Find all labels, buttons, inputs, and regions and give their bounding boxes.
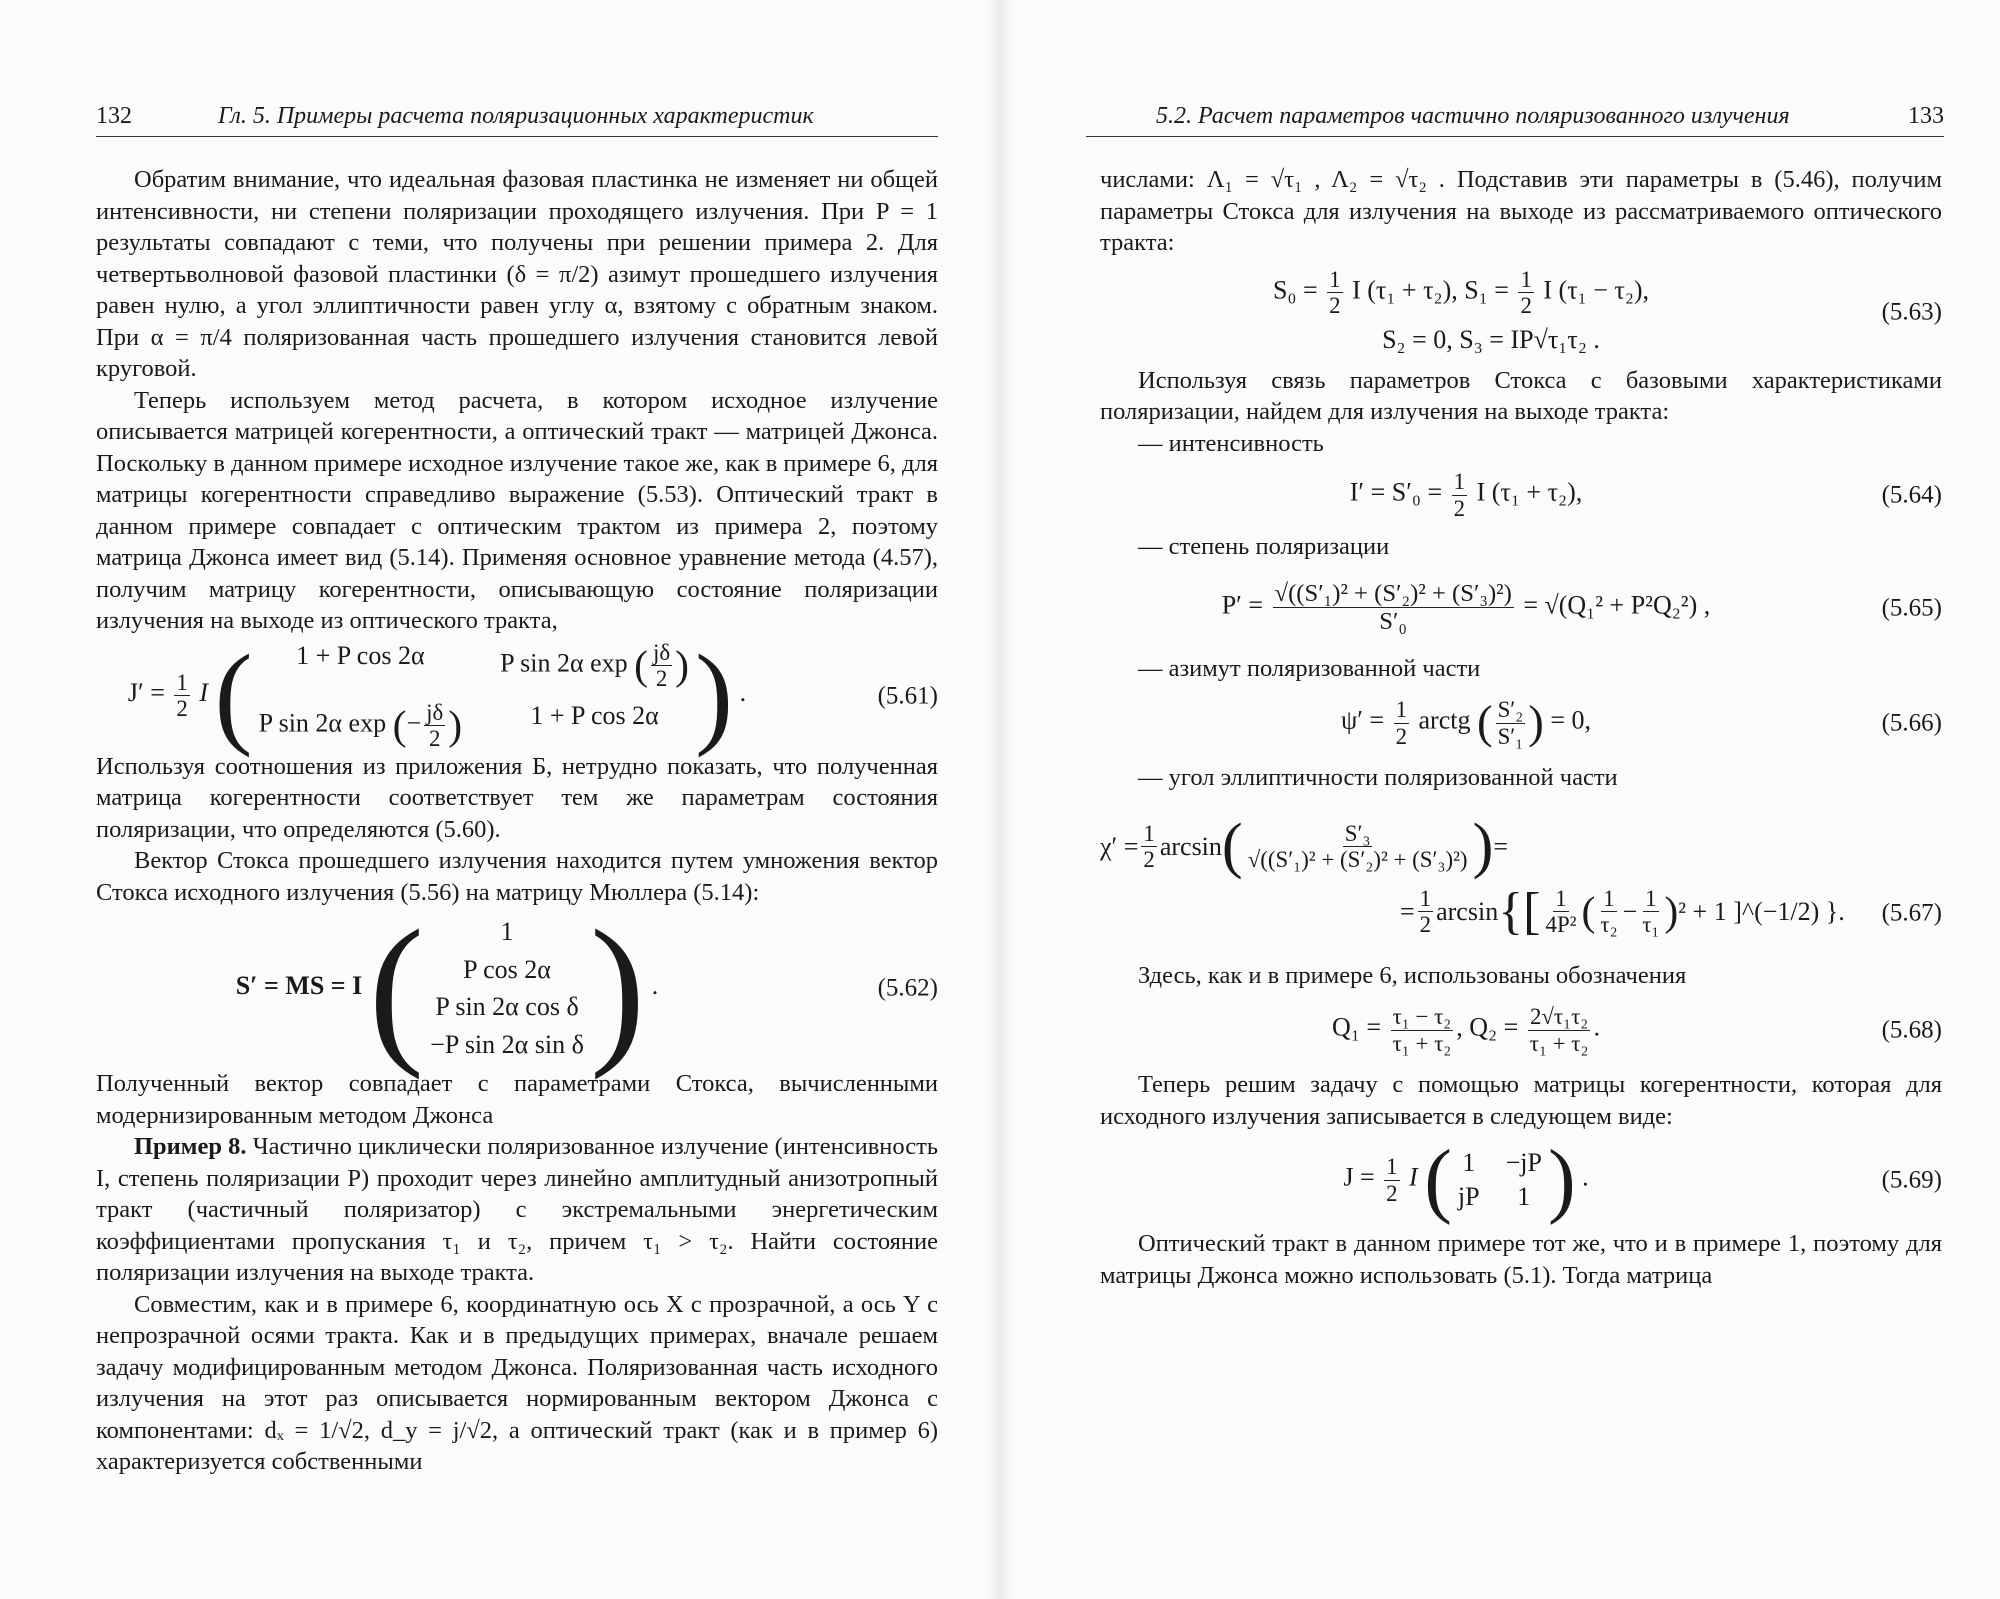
paragraph: числами: Λ₁ = √τ₁ , Λ₂ = √τ₂ . Подставив эти параметры в (5.46), получим параметры Стокса для излучения на выходе из рассматриваемого оптического тракта: xyxy=(1100,166,1942,256)
matrix-cell-12: P sin 2α exp ( $\frac{j\delta}{2}$ ) xyxy=(500,640,689,692)
running-title: 5.2. Расчет параметров частично поляризованного излучения xyxy=(1156,103,1790,129)
equation-5-64: I′ = S′₀ = $\frac{1}{2}$ I (τ₁ + τ₂), (5.64) xyxy=(1349,469,1942,521)
list-item: — степень поляризации xyxy=(1138,533,1390,560)
paragraph: Оптический тракт в данном примере тот же, что и в примере 1, поэтому для матрицы Джонса можно использовать (5.1). Тогда матрица xyxy=(1100,1230,1942,1289)
right-running-header xyxy=(1086,96,1944,137)
coherency-matrix: ( 1 + P cos 2α P sin 2α exp ( $\frac{j\delta}{2}$ ) P sin 2α exp (− $\frac{j\delta}{2}$ ) 1 + P cos 2α ) xyxy=(214,631,734,759)
matrix-cell-22: 1 + P cos 2α xyxy=(530,700,659,730)
equation-number: (5.64) xyxy=(1881,481,1942,509)
eq-lhs: J′ = xyxy=(127,678,172,708)
paragraph: Используя связь параметров Стокса с базовыми характеристиками поляризации, найдем для излучения на выходе тракта: xyxy=(1100,366,1942,425)
left-page-body xyxy=(96,164,938,1478)
paragraph: Теперь используем метод расчета, в котором исходное излучение описывается матрицей когерентности, а оптический тракт — матрицей Джонса. Поскольку в данном примере исходное излучение такое же, как в примере 6, для матрицы когерентности справедливо выражение (5.53). Оптический тракт в данном примере совпадает с оптическим трактом из примера 2, поэтому матрица Джонса имеет вид (5.14). Применяя основное уравнение метода (4.57), получим матрицу когерентности, описывающую состояние поляризации излучения на выходе из оптического тракта, xyxy=(96,386,938,634)
eq-lhs: S′ = MS = I xyxy=(235,970,363,1000)
equation-5-62: S′ = MS = I ( 1 P cos 2α P sin 2α cos δ −P sin 2α sin δ ) . (5.62) xyxy=(235,895,938,1080)
page-number: 132 xyxy=(96,103,132,129)
equation-number: (5.61) xyxy=(877,681,938,709)
equation-number: (5.66) xyxy=(1881,709,1942,737)
vector-row-2: P cos 2α xyxy=(463,954,551,984)
paragraph: Совместим, как и в примере 6, координатную ось X с прозрачной, а ось Y с непрозрачной осями тракта. Как и в предыдущих примерах, вначале решаем задачу модифицированным методом Джонса. Поляризованная часть исходного излучения на этот раз описывается нормированным вектором Джонса с компонентами: dₓ = 1/√2, d_y = j/√2, а оптический тракт (как и в пример 6) характеризуется собственными xyxy=(96,1290,938,1475)
equation-5-65: P′ = $\frac{\text{√((S′₁)² + (S′₂)² + (S′₃)²)}}{\text{S′₀}}$ = √(Q₁² + P²Q₂²) , (5.65) xyxy=(1221,579,1942,635)
paragraph: Здесь, как и в примере 6, использованы обозначения xyxy=(1138,961,1687,989)
equation-5-63: S₀ = $\frac{1}{2}$ I (τ₁ + τ₂), S₁ = $\frac{1}{2}$ I (τ₁ − τ₂), S₂ = 0, S₃ = IP√τ₁τ₂ . (5.63) xyxy=(1272,267,1942,355)
half-fraction: $\frac{1}{2}$ xyxy=(176,669,188,721)
example-label: Пример 8. xyxy=(134,1133,247,1160)
vector-row-1: 1 xyxy=(500,917,514,946)
equation-number: (5.63) xyxy=(1881,297,1942,325)
equation-5-68: Q₁ = $\frac{\text{τ₁ − τ₂}}{\text{τ₁ + τ₂}}$ , Q₂ = $\frac{\text{2√τ₁τ₂}}{\text{τ₁ + τ₂}}$ . (5.68) xyxy=(1332,1004,1942,1056)
matrix-cell-21: P sin 2α exp (− $\frac{j\delta}{2}$ ) xyxy=(258,699,463,751)
equation-number: (5.62) xyxy=(877,974,938,1002)
matrix-cell-11: 1 + P cos 2α xyxy=(296,641,425,671)
equation-5-67: χ′ = $\frac{1}{2}$ arcsin ( $\frac{\text{S′₃}}{\text{√((S′₁)² + (S′₂)² + (S′₃)²)}}$ ) = = $\frac{1}{2}$ arcsin { [ $\frac{1}{\text{4P²}}$ ( $\frac{1}{\text{τ₂}}$ − $\frac{1}{\text{τ₁}}$ ) ² + 1 ]^(−1/2) }. (5.67) xyxy=(1100,811,1942,940)
intensity-symbol: I xyxy=(199,678,208,708)
paragraph: Используя соотношения из приложения Б, нетрудно показать, что полученная матрица когерентности соответствует тем же параметрам состояния поляризации, что определяются (5.60). xyxy=(96,752,938,843)
paragraph: Вектор Стокса прошедшего излучения находится путем умножения вектор Стокса исходного излучения (5.56) на матрицу Мюллера (5.14): xyxy=(96,847,938,906)
right-page-body xyxy=(1100,164,1942,1291)
running-title: Гл. 5. Примеры расчета поляризационных характеристик xyxy=(218,103,814,129)
equation-number: (5.67) xyxy=(1881,899,1942,927)
list-item: — интенсивность xyxy=(1138,429,1324,457)
equation-number: (5.68) xyxy=(1881,1016,1942,1044)
paragraph: Теперь решим задачу с помощью матрицы когерентности, которая для исходного излучения записывается в следующем виде: xyxy=(1100,1071,1942,1130)
equation-number: (5.65) xyxy=(1881,593,1942,621)
equation-5-66: ψ′ = $\frac{1}{2}$ arctg ( $\frac{\text{S′₂}}{\text{S′₁}}$ ) = 0, (5.66) xyxy=(1340,696,1942,749)
paragraph: Полученный вектор совпадает с параметрами Стокса, вычисленными модернизированным методом Джонса xyxy=(96,1070,938,1129)
equation-number: (5.69) xyxy=(1881,1166,1942,1194)
page-number: 133 xyxy=(1908,103,1944,129)
list-item: — азимут поляризованной части xyxy=(1138,654,1481,682)
right-page xyxy=(1000,0,2000,1599)
left-running-header xyxy=(96,96,938,137)
vector-row-3: P sin 2α cos δ xyxy=(435,992,579,1021)
equation-5-69: J = $\frac{1}{2}$ I ( 1 −jP jP 1 ) . (5.69) xyxy=(1343,1133,1942,1226)
equation-5-61: J′ = $\frac{1}{2}$ I ( 1 + P cos 2α P sin 2α exp ( $\frac{j\delta}{2}$ ) P sin 2α exp (− $\frac{j\delta}{2}$ ) 1 + P cos 2α ) . (5.61) xyxy=(127,631,938,759)
stokes-vector: ( 1 P cos 2α P sin 2α cos δ −P sin 2α sin δ ) xyxy=(368,895,646,1080)
coherency-matrix: ( 1 −jP jP 1 ) xyxy=(1424,1133,1576,1226)
list-item: — угол эллиптичности поляризованной части xyxy=(1138,764,1618,791)
vector-row-4: −P sin 2α sin δ xyxy=(430,1029,584,1059)
paragraph: Обратим внимание, что идеальная фазовая пластинка не изменяет ни общей интенсивности, ни степени поляризации проходящего излучения. При P = 1 результаты совпадают с теми, что получены при решении примера 2. Для четвертьволновой фазовой пластинки (δ = π/2) азимут прошедшего излучения равен нулю, а угол эллиптичности равен углу α, взятому с обратным знаком. При α = π/4 поляризованная часть прошедшего излучения становится левой круговой. xyxy=(96,166,938,382)
example-paragraph: Пример 8. Частично циклически поляризованное излучение (интенсивность I, степень поляризации P) проходит через линейно амплитудный анизотропный тракт (частичный поляризатор) с экстремальными энергетическим коэффициентами пропускания τ₁ и τ₂, причем τ₁ > τ₂. Найти состояние поляризации излучения на выходе тракта. xyxy=(96,1133,938,1286)
